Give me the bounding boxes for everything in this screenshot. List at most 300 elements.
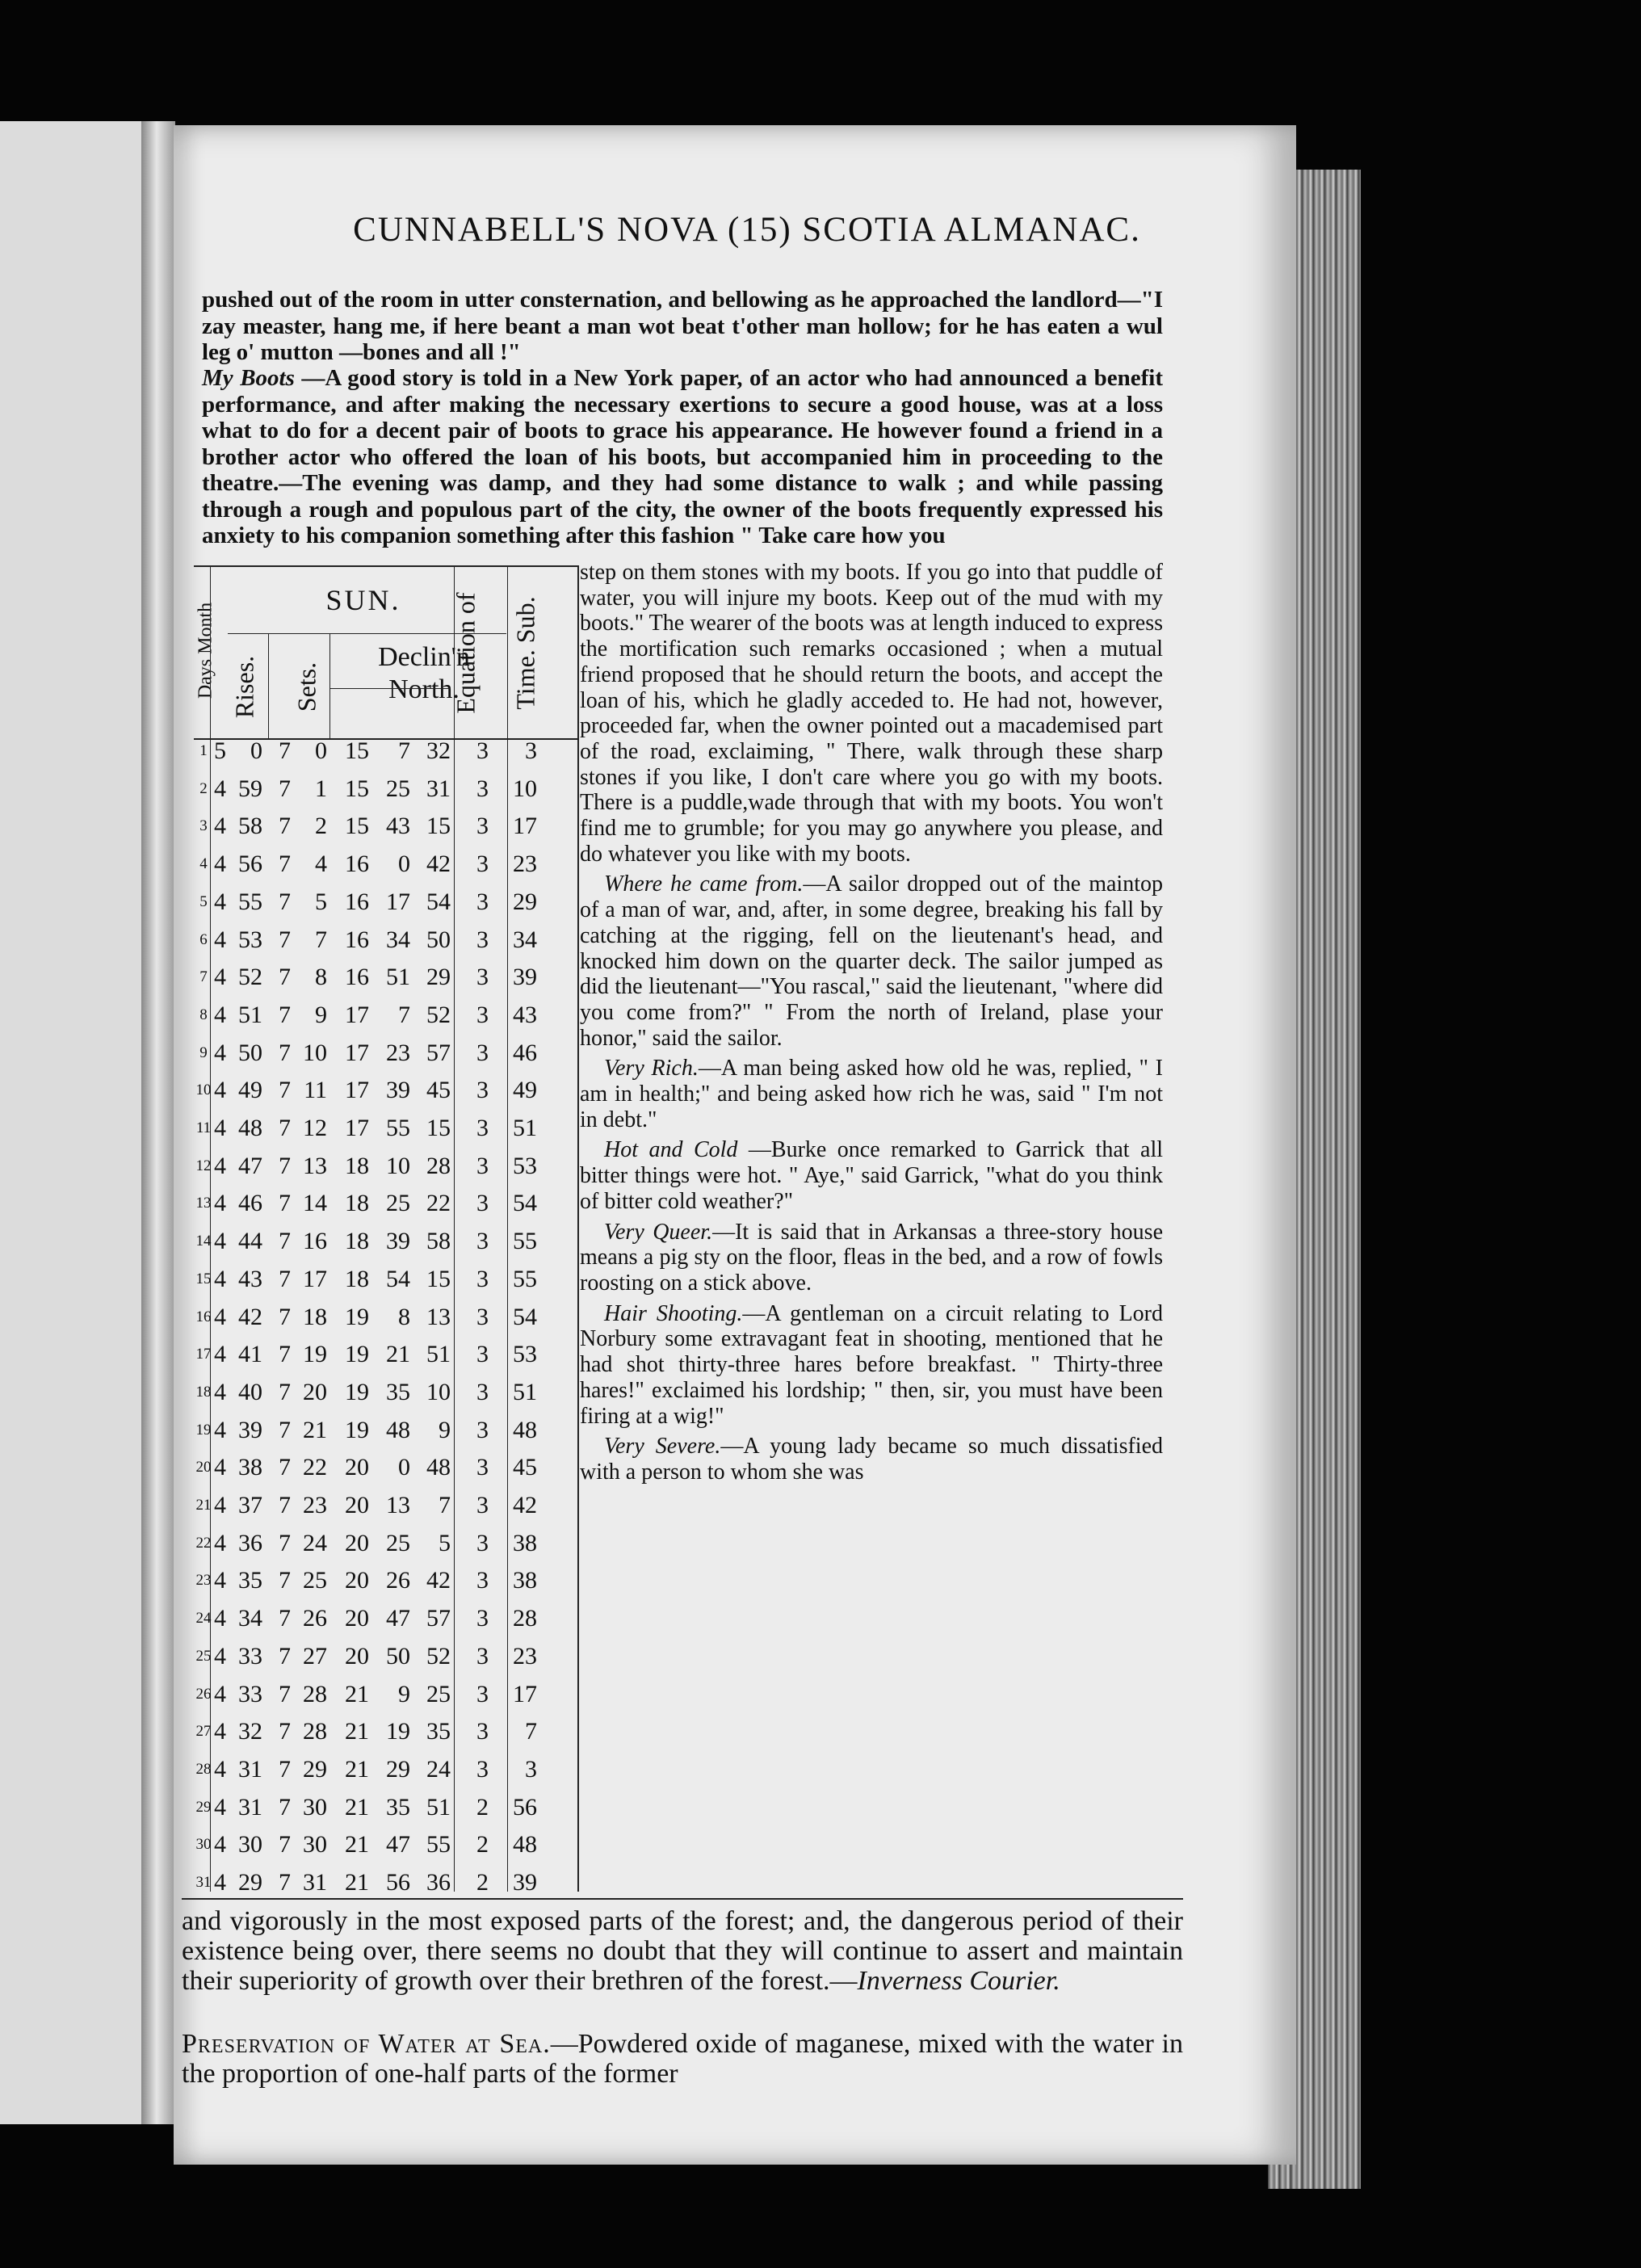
declin-deg-cell: 19 [345, 1416, 369, 1443]
table-row [194, 1115, 577, 1141]
declin-sec-cell: 54 [426, 888, 451, 915]
table-row [194, 1153, 577, 1179]
equation-label: Equation of [451, 592, 481, 714]
rises-min-cell: 39 [238, 1416, 262, 1443]
equation-sec-cell: 48 [513, 1416, 537, 1443]
declin-min-cell: 34 [386, 926, 410, 953]
day-cell: 7 [199, 968, 208, 986]
forest-paragraph [182, 1906, 1183, 1996]
rises-min-cell: 36 [238, 1529, 262, 1556]
anecdote-title: Very Severe. [604, 1434, 721, 1460]
rises-min-cell: 29 [238, 1869, 262, 1896]
rises-hour-cell: 4 [214, 1529, 226, 1556]
table-row [194, 1719, 577, 1745]
rises-hour-cell: 4 [214, 1115, 226, 1141]
sets-hour-cell: 7 [279, 1454, 291, 1481]
day-cell: 18 [195, 1383, 212, 1401]
day-cell: 22 [195, 1534, 212, 1552]
sets-min-cell: 20 [303, 1378, 327, 1405]
declin-sec-cell: 50 [426, 926, 451, 953]
day-cell: 29 [195, 1798, 212, 1816]
equation-min-cell: 3 [476, 737, 489, 764]
sets-min-cell: 29 [303, 1755, 327, 1783]
declin-sec-cell: 9 [439, 1416, 451, 1443]
sets-hour-cell: 7 [279, 1642, 291, 1670]
rises-label: Rises. [229, 655, 259, 719]
day-cell: 1 [199, 742, 208, 759]
rises-min-cell: 37 [238, 1492, 262, 1518]
rises-hour-cell: 4 [214, 1718, 226, 1745]
declin-deg-cell: 20 [345, 1567, 369, 1594]
declin-min-cell: 7 [398, 1001, 410, 1028]
table-row [194, 927, 577, 953]
sun-table [194, 565, 579, 1896]
day-cell: 27 [195, 1723, 212, 1741]
table-row [194, 1040, 577, 1066]
table-row [194, 1832, 577, 1858]
declin-deg-cell: 21 [345, 1869, 369, 1896]
sets-min-cell: 13 [303, 1152, 327, 1179]
story-text: —A good story is told in a New York paper, of an actor who had announced a benefit performance, and after making the necessary exertions to secure a good house, was at a loss what to do for a decent pair of boots to grace his appearance. He however found a friend in a brother actor who offered the loan of his boots, but accompanied him in proceeding to the theatre.—The evening was damp, and they had some distance to walk ; and while passing through a rough and populous part of the city, the owner of the boots frequently expressed his anxiety to his companion something after this fashion " Take care how you [202, 365, 1164, 548]
sets-hour-cell: 7 [279, 1077, 291, 1104]
declin-deg-cell: 18 [345, 1190, 369, 1217]
sets-min-cell: 14 [303, 1190, 327, 1217]
anecdote-text: —A sailor dropped out of the maintop of a man of war, and, after, in some degree, breaking his fall by catching at the rigging, fell on the lieutenant's head, and knocked him down on the quarter deck. The sailor jumped as did the lieutenant—"You rascal," said the lieutenant, "where did you come from?" " From the north of Ireland, plase your honor," said the sailor. [580, 872, 1163, 1051]
equation-min-cell: 3 [476, 1001, 489, 1028]
declin-deg-cell: 18 [345, 1228, 369, 1255]
day-cell: 13 [195, 1195, 212, 1212]
anecdote [580, 1137, 1163, 1214]
declin-deg-cell: 17 [345, 1039, 369, 1066]
equation-min-cell: 3 [476, 1303, 489, 1330]
declin-sec-cell: 22 [426, 1190, 451, 1217]
equation-min-cell: 3 [476, 1115, 489, 1141]
declin-min-cell: 47 [386, 1831, 410, 1858]
declin-min-cell: 48 [386, 1416, 410, 1443]
table-row [194, 1077, 577, 1103]
declin-min-cell: 10 [386, 1152, 410, 1179]
section-rule [182, 1898, 1183, 1900]
equation-sec-cell: 55 [513, 1228, 537, 1255]
declin-sec-cell: 45 [426, 1077, 451, 1104]
sets-hour-cell: 7 [279, 1152, 291, 1179]
anecdote-text: —It is said that in Arkansas a three-story house means a pig sty on the floor, fleas in the bed, and a row of fowls roosting on a stick above. [580, 1219, 1163, 1296]
header-divider [329, 688, 451, 689]
stories-list [580, 872, 1163, 1485]
table-row [194, 889, 577, 915]
equation-sec-cell: 29 [513, 888, 537, 915]
equation-sec-cell: 43 [513, 1001, 537, 1028]
rises-min-cell: 31 [238, 1793, 262, 1821]
day-cell: 17 [195, 1346, 212, 1363]
sets-min-cell: 2 [315, 813, 327, 840]
day-cell: 15 [195, 1270, 212, 1287]
declin-sec-cell: 52 [426, 1642, 451, 1670]
anecdote-title: Where he came from. [604, 872, 804, 897]
rises-hour-cell: 4 [214, 1077, 226, 1104]
declin-min-cell: 39 [386, 1077, 410, 1104]
declin-sec-cell: 28 [426, 1152, 451, 1179]
sets-min-cell: 10 [303, 1039, 327, 1066]
sets-hour-cell: 7 [279, 1567, 291, 1594]
table-row [194, 964, 577, 990]
rises-min-cell: 34 [238, 1605, 262, 1632]
equation-min-cell: 3 [476, 1642, 489, 1670]
left-page [0, 121, 162, 2124]
declin-min-cell: 35 [386, 1793, 410, 1821]
declin-deg-cell: 16 [345, 888, 369, 915]
declin-deg-cell: 17 [345, 1115, 369, 1141]
day-cell: 26 [195, 1685, 212, 1703]
rises-min-cell: 32 [238, 1718, 262, 1745]
anecdote-title: Very Queer. [604, 1219, 713, 1245]
table-row [194, 1304, 577, 1330]
anecdote [580, 872, 1163, 1051]
declin-sec-cell: 57 [426, 1039, 451, 1066]
declination-label-line2: North. [388, 674, 460, 704]
equation-min-cell: 3 [476, 1190, 489, 1217]
table-row [194, 1455, 577, 1480]
day-cell: 30 [195, 1836, 212, 1854]
equation-sec-cell: 45 [513, 1454, 537, 1481]
declin-min-cell: 35 [386, 1378, 410, 1405]
equation-min-cell: 3 [476, 1152, 489, 1179]
equation-sec-cell: 28 [513, 1605, 537, 1632]
rises-min-cell: 33 [238, 1680, 262, 1707]
my-boots-continuation: step on them stones with my boots. If you go into that puddle of water, you will injure my boots. Keep out of the mud with my boots." The wearer of the boots was at length induced to express the mortification such remarks occasioned ; when a mutual friend proposed that he should return the boots, and accept the loan of his, which he gladly acceded to. He had not, however, proceeded far, when the owner pointed out a macademised part of the road, exclaiming, " There, walk through these sharp stones if you like, I don't care where you go with my boots. There is a puddle,wade through that with my boots. You won't find me to grumble; for you may go anywhere you please, and do whatever you like with my boots. [580, 560, 1163, 867]
equation-sec-cell: 48 [513, 1831, 537, 1858]
rises-min-cell: 35 [238, 1567, 262, 1594]
rises-min-cell: 56 [238, 850, 262, 878]
day-cell: 2 [199, 779, 208, 797]
rises-min-cell: 33 [238, 1642, 262, 1670]
declin-deg-cell: 15 [345, 737, 369, 764]
rises-hour-cell: 5 [214, 737, 226, 764]
sun-label: SUN. [325, 584, 401, 616]
day-cell: 21 [195, 1497, 212, 1514]
declin-sec-cell: 13 [426, 1303, 451, 1330]
rises-hour-cell: 4 [214, 1416, 226, 1443]
sets-min-cell: 28 [303, 1718, 327, 1745]
equation-min-cell: 3 [476, 775, 489, 802]
equation-min-cell: 3 [476, 926, 489, 953]
sets-min-cell: 30 [303, 1831, 327, 1858]
sets-min-cell: 18 [303, 1303, 327, 1330]
equation-min-cell: 3 [476, 850, 489, 878]
rises-min-cell: 52 [238, 964, 262, 991]
time-sub-label: Time. Sub. [510, 596, 540, 710]
sets-hour-cell: 7 [279, 1718, 291, 1745]
sets-hour-cell: 7 [279, 1869, 291, 1896]
day-cell: 31 [195, 1874, 212, 1891]
rises-hour-cell: 4 [214, 1605, 226, 1632]
declin-sec-cell: 29 [426, 964, 451, 991]
table-row [194, 1606, 577, 1632]
sets-hour-cell: 7 [279, 926, 291, 953]
table-row [194, 1531, 577, 1556]
day-cell: 12 [195, 1157, 212, 1174]
declin-sec-cell: 42 [426, 1567, 451, 1594]
sets-hour-cell: 7 [279, 1605, 291, 1632]
rises-min-cell: 31 [238, 1755, 262, 1783]
table-header [194, 567, 577, 740]
sets-min-cell: 12 [303, 1115, 327, 1141]
rises-hour-cell: 4 [214, 1831, 226, 1858]
day-cell: 9 [199, 1044, 208, 1061]
rises-min-cell: 58 [238, 813, 262, 840]
day-cell: 8 [199, 1006, 208, 1023]
table-row [194, 1757, 577, 1783]
equation-min-cell: 3 [476, 1454, 489, 1481]
declin-deg-cell: 18 [345, 1152, 369, 1179]
declin-sec-cell: 58 [426, 1228, 451, 1255]
equation-min-cell: 3 [476, 1341, 489, 1368]
equation-sec-cell: 3 [525, 1755, 537, 1783]
declin-min-cell: 26 [386, 1567, 410, 1594]
sets-hour-cell: 7 [279, 850, 291, 878]
sets-hour-cell: 7 [279, 1265, 291, 1292]
header-divider [268, 633, 269, 738]
declin-deg-cell: 20 [345, 1605, 369, 1632]
sets-hour-cell: 7 [279, 1341, 291, 1368]
declin-deg-cell: 15 [345, 813, 369, 840]
table-row [194, 738, 577, 764]
sets-hour-cell: 7 [279, 1228, 291, 1255]
water-text: —Powdered oxide of maganese, mixed with the water in the proportion of one-half parts of the former [182, 2029, 1183, 2089]
sets-hour-cell: 7 [279, 888, 291, 915]
sets-min-cell: 31 [303, 1869, 327, 1896]
rises-hour-cell: 4 [214, 1001, 226, 1028]
day-cell: 23 [195, 1572, 212, 1590]
anecdote [580, 1434, 1163, 1485]
sets-hour-cell: 7 [279, 1115, 291, 1141]
rises-min-cell: 47 [238, 1152, 262, 1179]
sets-hour-cell: 7 [279, 1755, 291, 1783]
day-cell: 19 [195, 1421, 212, 1438]
equation-sec-cell: 38 [513, 1529, 537, 1556]
forest-text: and vigorously in the most exposed parts of the forest; and, the dangerous period of their existence being over, there seems no doubt that they will continue to assert and maintain their superiority of growth over their brethren of the forest.— [182, 1906, 1183, 1996]
forest-source: Inverness Courier. [857, 1966, 1060, 1996]
day-cell: 25 [195, 1647, 212, 1665]
rises-min-cell: 48 [238, 1115, 262, 1141]
equation-sec-cell: 39 [513, 1869, 537, 1896]
declin-min-cell: 7 [398, 737, 410, 764]
anecdote-text: —A young lady became so much dissatisfied with a person to whom she was [580, 1434, 1163, 1485]
sets-hour-cell: 7 [279, 1492, 291, 1518]
rises-hour-cell: 4 [214, 1642, 226, 1670]
rises-min-cell: 49 [238, 1077, 262, 1104]
declin-deg-cell: 20 [345, 1642, 369, 1670]
rises-hour-cell: 4 [214, 1228, 226, 1255]
rises-min-cell: 42 [238, 1303, 262, 1330]
rises-hour-cell: 4 [214, 964, 226, 991]
declin-min-cell: 23 [386, 1039, 410, 1066]
rises-hour-cell: 4 [214, 1454, 226, 1481]
declin-deg-cell: 21 [345, 1831, 369, 1858]
declin-sec-cell: 15 [426, 1265, 451, 1292]
table-row [194, 1493, 577, 1518]
sets-hour-cell: 7 [279, 1680, 291, 1707]
rises-hour-cell: 4 [214, 850, 226, 878]
sets-min-cell: 8 [315, 964, 327, 991]
sets-hour-cell: 7 [279, 737, 291, 764]
table-row [194, 813, 577, 839]
sets-min-cell: 7 [315, 926, 327, 953]
equation-sec-cell: 7 [525, 1718, 537, 1745]
sets-min-cell: 24 [303, 1529, 327, 1556]
equation-min-cell: 3 [476, 1492, 489, 1518]
equation-min-cell: 3 [476, 813, 489, 840]
equation-min-cell: 3 [476, 1680, 489, 1707]
sets-hour-cell: 7 [279, 1039, 291, 1066]
equation-min-cell: 3 [476, 1605, 489, 1632]
declin-sec-cell: 31 [426, 775, 451, 802]
sets-min-cell: 4 [315, 850, 327, 878]
equation-sec-cell: 53 [513, 1341, 537, 1368]
rises-hour-cell: 4 [214, 1755, 226, 1783]
equation-sec-cell: 23 [513, 850, 537, 878]
rises-hour-cell: 4 [214, 926, 226, 953]
sets-hour-cell: 7 [279, 775, 291, 802]
declin-sec-cell: 55 [426, 1831, 451, 1858]
declin-min-cell: 51 [386, 964, 410, 991]
sets-min-cell: 5 [315, 888, 327, 915]
rises-min-cell: 30 [238, 1831, 262, 1858]
day-cell: 16 [195, 1308, 212, 1325]
equation-sec-cell: 39 [513, 964, 537, 991]
rises-min-cell: 43 [238, 1265, 262, 1292]
table-row [194, 1644, 577, 1670]
header-divider [329, 633, 330, 738]
page-header: CUNNABELL'S NOVA (15) SCOTIA ALMANAC. [353, 211, 1141, 249]
sets-hour-cell: 7 [279, 1378, 291, 1405]
declin-deg-cell: 21 [345, 1718, 369, 1745]
anecdote-text: —Burke once remarked to Garrick that all bitter things were hot. " Aye," said Garrick, "what do you think of bitter cold weather?" [580, 1137, 1164, 1214]
declin-min-cell: 39 [386, 1228, 410, 1255]
day-cell: 14 [195, 1233, 212, 1250]
rises-hour-cell: 4 [214, 775, 226, 802]
table-row [194, 1228, 577, 1254]
equation-sec-cell: 42 [513, 1492, 537, 1518]
equation-sec-cell: 54 [513, 1303, 537, 1330]
water-title: Preservation of Water at Sea. [182, 2029, 551, 2059]
rises-hour-cell: 4 [214, 1869, 226, 1896]
sets-hour-cell: 7 [279, 1793, 291, 1821]
declin-deg-cell: 20 [345, 1492, 369, 1518]
declin-sec-cell: 5 [439, 1529, 451, 1556]
equation-sec-cell: 10 [513, 775, 537, 802]
equation-sec-cell: 46 [513, 1039, 537, 1066]
declin-min-cell: 25 [386, 1190, 410, 1217]
declin-deg-cell: 21 [345, 1755, 369, 1783]
sets-min-cell: 28 [303, 1680, 327, 1707]
table-row [194, 1342, 577, 1367]
sets-hour-cell: 7 [279, 1001, 291, 1028]
sets-min-cell: 0 [315, 737, 327, 764]
sets-min-cell: 27 [303, 1642, 327, 1670]
declin-min-cell: 9 [398, 1680, 410, 1707]
table-row [194, 1191, 577, 1216]
rises-hour-cell: 4 [214, 1152, 226, 1179]
right-column-text [580, 560, 1163, 1485]
sets-min-cell: 1 [315, 775, 327, 802]
rises-hour-cell: 4 [214, 1567, 226, 1594]
declin-deg-cell: 16 [345, 850, 369, 878]
day-cell: 4 [199, 855, 208, 873]
declin-min-cell: 19 [386, 1718, 410, 1745]
declin-min-cell: 25 [386, 775, 410, 802]
declin-deg-cell: 21 [345, 1680, 369, 1707]
equation-sec-cell: 17 [513, 1680, 537, 1707]
equation-sec-cell: 23 [513, 1642, 537, 1670]
declin-sec-cell: 10 [426, 1378, 451, 1405]
equation-min-cell: 3 [476, 1755, 489, 1783]
declin-sec-cell: 24 [426, 1755, 451, 1783]
declin-deg-cell: 20 [345, 1529, 369, 1556]
water-paragraph [182, 2029, 1183, 2089]
day-cell: 6 [199, 930, 208, 948]
day-cell: 20 [195, 1459, 212, 1476]
declin-deg-cell: 17 [345, 1077, 369, 1104]
rises-hour-cell: 4 [214, 1793, 226, 1821]
my-boots-story [202, 365, 1163, 549]
equation-sec-cell: 54 [513, 1190, 537, 1217]
anecdote [580, 1056, 1163, 1132]
declin-min-cell: 54 [386, 1265, 410, 1292]
declin-min-cell: 8 [398, 1303, 410, 1330]
rises-min-cell: 50 [238, 1039, 262, 1066]
declin-min-cell: 47 [386, 1605, 410, 1632]
declin-min-cell: 0 [398, 850, 410, 878]
sets-hour-cell: 7 [279, 1190, 291, 1217]
sets-min-cell: 19 [303, 1341, 327, 1368]
declin-deg-cell: 19 [345, 1303, 369, 1330]
equation-min-cell: 3 [476, 1416, 489, 1443]
table-row [194, 1380, 577, 1405]
equation-min-cell: 3 [476, 1567, 489, 1594]
day-cell: 11 [195, 1119, 212, 1136]
rises-min-cell: 51 [238, 1001, 262, 1028]
declin-sec-cell: 7 [439, 1492, 451, 1518]
rises-min-cell: 38 [238, 1454, 262, 1481]
rises-min-cell: 59 [238, 775, 262, 802]
sets-min-cell: 17 [303, 1265, 327, 1292]
declin-sec-cell: 52 [426, 1001, 451, 1028]
day-cell: 3 [199, 817, 208, 835]
equation-sec-cell: 55 [513, 1265, 537, 1292]
equation-min-cell: 3 [476, 1039, 489, 1066]
sets-min-cell: 11 [304, 1077, 327, 1104]
sets-min-cell: 16 [303, 1228, 327, 1255]
table-row [194, 851, 577, 877]
rises-hour-cell: 4 [214, 1303, 226, 1330]
table-row [194, 1418, 577, 1443]
day-cell: 24 [195, 1610, 212, 1628]
sets-label: Sets. [292, 662, 321, 712]
declin-sec-cell: 51 [426, 1793, 451, 1821]
declin-min-cell: 29 [386, 1755, 410, 1783]
equation-min-cell: 3 [476, 1718, 489, 1745]
equation-min-cell: 3 [476, 1265, 489, 1292]
declin-sec-cell: 15 [426, 813, 451, 840]
table-row [194, 1002, 577, 1028]
declin-min-cell: 56 [386, 1869, 410, 1896]
equation-sec-cell: 17 [513, 813, 537, 840]
rises-hour-cell: 4 [214, 1680, 226, 1707]
declin-sec-cell: 48 [426, 1454, 451, 1481]
equation-min-cell: 2 [476, 1831, 489, 1858]
rises-min-cell: 46 [238, 1190, 262, 1217]
